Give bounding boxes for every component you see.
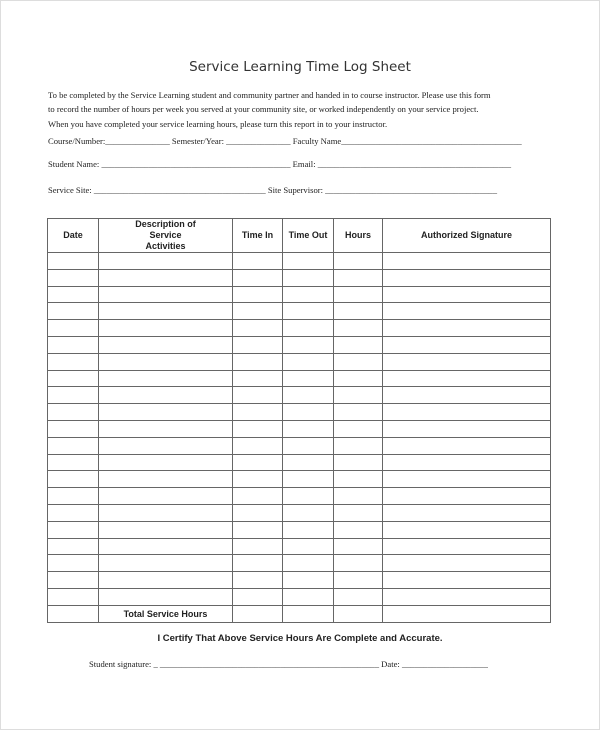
table-row xyxy=(48,269,551,286)
cell-date[interactable] xyxy=(48,555,99,572)
cell-signature[interactable] xyxy=(383,437,551,454)
cell-time-in[interactable] xyxy=(233,353,283,370)
cell-hours[interactable] xyxy=(334,572,383,589)
table-row xyxy=(48,370,551,387)
cell-description[interactable] xyxy=(99,488,233,505)
cell-description[interactable] xyxy=(99,538,233,555)
cell-time-in[interactable] xyxy=(233,572,283,589)
cell-signature[interactable] xyxy=(383,286,551,303)
cell-time-in[interactable] xyxy=(233,404,283,421)
cell-time-in[interactable] xyxy=(233,387,283,404)
cell-time-out[interactable] xyxy=(283,286,334,303)
header-hours: Hours xyxy=(334,219,383,253)
cell-time-out[interactable] xyxy=(283,488,334,505)
cell-date[interactable] xyxy=(48,437,99,454)
table-row xyxy=(48,320,551,337)
cell-signature[interactable] xyxy=(383,521,551,538)
cell-description[interactable] xyxy=(99,387,233,404)
cell-time-in[interactable] xyxy=(233,336,283,353)
cell-time-in[interactable] xyxy=(233,286,283,303)
cell-date[interactable] xyxy=(48,387,99,404)
table-row xyxy=(48,454,551,471)
cell-description[interactable] xyxy=(99,253,233,270)
student-email-fields[interactable]: Student Name: ____________________________________________ Email: _____________________________________________ xyxy=(48,159,512,169)
table-row xyxy=(48,488,551,505)
course-semester-faculty-fields[interactable]: Course/Number:_______________ Semester/Year: _______________ Faculty Name__________________________________________ xyxy=(48,136,522,146)
cell-time-out[interactable] xyxy=(283,269,334,286)
cell-date[interactable] xyxy=(48,471,99,488)
table-row xyxy=(48,353,551,370)
cell-hours[interactable] xyxy=(334,555,383,572)
cell-description[interactable] xyxy=(99,286,233,303)
cell-hours[interactable] xyxy=(334,353,383,370)
total-cell[interactable] xyxy=(283,605,334,622)
cell-date[interactable] xyxy=(48,588,99,605)
table-row xyxy=(48,286,551,303)
cell-hours[interactable] xyxy=(334,504,383,521)
cell-description[interactable] xyxy=(99,353,233,370)
cell-time-out[interactable] xyxy=(283,504,334,521)
cell-hours[interactable] xyxy=(334,253,383,270)
cell-time-out[interactable] xyxy=(283,454,334,471)
total-hours-cell[interactable] xyxy=(334,605,383,622)
cell-signature[interactable] xyxy=(383,269,551,286)
table-row xyxy=(48,588,551,605)
cell-description[interactable] xyxy=(99,269,233,286)
cell-hours[interactable] xyxy=(334,521,383,538)
cell-time-in[interactable] xyxy=(233,320,283,337)
cell-time-out[interactable] xyxy=(283,387,334,404)
table-row xyxy=(48,521,551,538)
cell-signature[interactable] xyxy=(383,504,551,521)
cell-time-out[interactable] xyxy=(283,404,334,421)
cell-time-in[interactable] xyxy=(233,253,283,270)
cell-description[interactable] xyxy=(99,370,233,387)
cell-date[interactable] xyxy=(48,404,99,421)
cell-description[interactable] xyxy=(99,588,233,605)
table-row xyxy=(48,387,551,404)
cell-hours[interactable] xyxy=(334,303,383,320)
cell-signature[interactable] xyxy=(383,370,551,387)
student-signature-line[interactable]: Student signature: _ ___________________________________________________ Date: ____________________ xyxy=(89,659,488,669)
total-label: Total Service Hours xyxy=(99,605,233,622)
cell-date[interactable] xyxy=(48,538,99,555)
certification-statement: I Certify That Above Service Hours Are Complete and Accurate. xyxy=(157,633,443,644)
table-row xyxy=(48,420,551,437)
instruction-line: To be completed by the Service Learning student and community partner and handed in to course instructor. Please use this form xyxy=(48,90,491,100)
table-row xyxy=(48,336,551,353)
page-title: Service Learning Time Log Sheet xyxy=(189,59,411,75)
cell-hours[interactable] xyxy=(334,437,383,454)
cell-time-out[interactable] xyxy=(283,370,334,387)
cell-time-in[interactable] xyxy=(233,521,283,538)
cell-date[interactable] xyxy=(48,269,99,286)
cell-date[interactable] xyxy=(48,370,99,387)
cell-description[interactable] xyxy=(99,437,233,454)
cell-date[interactable] xyxy=(48,504,99,521)
cell-time-in[interactable] xyxy=(233,538,283,555)
cell-date[interactable] xyxy=(48,572,99,589)
cell-time-out[interactable] xyxy=(283,588,334,605)
cell-time-out[interactable] xyxy=(283,471,334,488)
time-log-table xyxy=(47,218,551,623)
cell-time-in[interactable] xyxy=(233,588,283,605)
cell-signature[interactable] xyxy=(383,471,551,488)
cell-signature[interactable] xyxy=(383,303,551,320)
cell-time-in[interactable] xyxy=(233,471,283,488)
cell-signature[interactable] xyxy=(383,320,551,337)
cell-date[interactable] xyxy=(48,521,99,538)
cell-time-out[interactable] xyxy=(283,353,334,370)
cell-time-out[interactable] xyxy=(283,538,334,555)
instruction-line: When you have completed your service learning hours, please turn this report in to your instructor. xyxy=(48,118,388,129)
cell-time-in[interactable] xyxy=(233,303,283,320)
cell-hours[interactable] xyxy=(334,471,383,488)
cell-hours[interactable] xyxy=(334,588,383,605)
cell-description[interactable] xyxy=(99,320,233,337)
cell-description[interactable] xyxy=(99,303,233,320)
table-row xyxy=(48,538,551,555)
cell-hours[interactable] xyxy=(334,454,383,471)
header-time-in: Time In xyxy=(233,219,283,253)
site-supervisor-fields[interactable]: Service Site: ________________________________________ Site Supervisor: ________________________________________ xyxy=(48,185,498,195)
cell-description[interactable] xyxy=(99,555,233,572)
cell-signature[interactable] xyxy=(383,555,551,572)
cell-time-out[interactable] xyxy=(283,336,334,353)
cell-date[interactable] xyxy=(48,303,99,320)
cell-date[interactable] xyxy=(48,420,99,437)
cell-signature[interactable] xyxy=(383,387,551,404)
cell-date[interactable] xyxy=(48,353,99,370)
table-row xyxy=(48,504,551,521)
cell-signature[interactable] xyxy=(383,404,551,421)
cell-time-out[interactable] xyxy=(283,320,334,337)
cell-date[interactable] xyxy=(48,336,99,353)
cell-date[interactable] xyxy=(48,253,99,270)
cell-description[interactable] xyxy=(99,454,233,471)
cell-hours[interactable] xyxy=(334,370,383,387)
cell-signature[interactable] xyxy=(383,353,551,370)
cell-time-in[interactable] xyxy=(233,454,283,471)
cell-hours[interactable] xyxy=(334,336,383,353)
cell-time-out[interactable] xyxy=(283,437,334,454)
cell-description[interactable] xyxy=(99,420,233,437)
table-row xyxy=(48,404,551,421)
cell-description[interactable] xyxy=(99,336,233,353)
header-time-out: Time Out xyxy=(283,219,334,253)
cell-signature[interactable] xyxy=(383,454,551,471)
cell-description[interactable] xyxy=(99,404,233,421)
cell-time-out[interactable] xyxy=(283,572,334,589)
cell-hours[interactable] xyxy=(334,488,383,505)
table-row xyxy=(48,555,551,572)
cell-date[interactable] xyxy=(48,454,99,471)
header-date: Date xyxy=(48,219,99,253)
cell-hours[interactable] xyxy=(334,320,383,337)
table-row xyxy=(48,437,551,454)
total-cell[interactable] xyxy=(233,605,283,622)
header-signature: Authorized Signature xyxy=(383,219,551,253)
cell-signature[interactable] xyxy=(383,488,551,505)
cell-time-out[interactable] xyxy=(283,303,334,320)
cell-hours[interactable] xyxy=(334,286,383,303)
cell-description[interactable] xyxy=(99,521,233,538)
cell-hours[interactable] xyxy=(334,404,383,421)
cell-time-out[interactable] xyxy=(283,555,334,572)
header-description: Description of Service Activities xyxy=(99,219,233,253)
cell-signature[interactable] xyxy=(383,538,551,555)
total-date-cell[interactable] xyxy=(48,605,99,622)
cell-date[interactable] xyxy=(48,286,99,303)
instruction-line: to record the number of hours per week you served at your community site, or worked independently on your service project. xyxy=(48,104,479,115)
cell-signature[interactable] xyxy=(383,588,551,605)
cell-signature[interactable] xyxy=(383,336,551,353)
table-row xyxy=(48,471,551,488)
cell-description[interactable] xyxy=(99,504,233,521)
cell-signature[interactable] xyxy=(383,420,551,437)
cell-hours[interactable] xyxy=(334,420,383,437)
cell-time-out[interactable] xyxy=(283,420,334,437)
cell-description[interactable] xyxy=(99,471,233,488)
cell-signature[interactable] xyxy=(383,572,551,589)
cell-hours[interactable] xyxy=(334,387,383,404)
cell-time-in[interactable] xyxy=(233,504,283,521)
table-row xyxy=(48,572,551,589)
cell-time-in[interactable] xyxy=(233,555,283,572)
cell-time-in[interactable] xyxy=(233,420,283,437)
cell-hours[interactable] xyxy=(334,538,383,555)
cell-time-out[interactable] xyxy=(283,521,334,538)
cell-time-out[interactable] xyxy=(283,253,334,270)
total-cell[interactable] xyxy=(383,605,551,622)
instructions xyxy=(48,88,568,131)
table-row xyxy=(48,253,551,270)
table-row xyxy=(48,303,551,320)
cell-time-in[interactable] xyxy=(233,437,283,454)
cell-signature[interactable] xyxy=(383,253,551,270)
cell-description[interactable] xyxy=(99,572,233,589)
cell-time-in[interactable] xyxy=(233,269,283,286)
cell-date[interactable] xyxy=(48,320,99,337)
cell-date[interactable] xyxy=(48,488,99,505)
cell-hours[interactable] xyxy=(334,269,383,286)
cell-time-in[interactable] xyxy=(233,370,283,387)
cell-time-in[interactable] xyxy=(233,488,283,505)
